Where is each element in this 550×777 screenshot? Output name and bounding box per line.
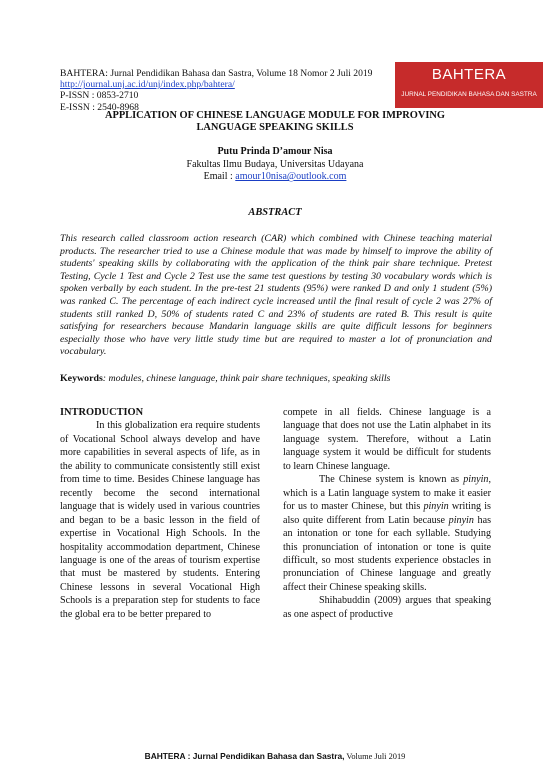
text-run: writing is also quite different from Latin because [283, 501, 491, 526]
journal-citation: BAHTERA: Jurnal Pendidikan Bahasa dan Sastra, Volume 18 Nomor 2 Juli 2019 [60, 68, 373, 79]
badge-subtitle: JURNAL PENDIDIKAN BAHASA DAN SASTRA [401, 91, 537, 98]
badge-title: BAHTERA [431, 66, 507, 83]
keywords-values: : modules, chinese language, think pair share techniques, speaking skills [102, 373, 391, 384]
title-line-2: LANGUAGE SPEAKING SKILLS [196, 122, 354, 134]
abstract-heading: ABSTRACT [248, 207, 302, 218]
author-email-link[interactable]: amour10nisa@outlook.com [235, 171, 347, 183]
pinyin-term: pinyin [448, 514, 474, 526]
journal-logo-badge [395, 62, 543, 108]
text-run: has an intonation or tone for each syllable. Studying this pronunciation of intonation or tone is quite difficult, so most students experience obstacles in pronunciation of Chinese language and greatly affect their Chinese speaking skills. [283, 514, 491, 593]
email-label: Email : [203, 171, 236, 183]
paper-title [60, 110, 490, 135]
journal-url-link[interactable]: http://journal.unj.ac.id/unj/index.php/bahtera/ [60, 79, 235, 91]
title-line-1: APPLICATION OF CHINESE LANGUAGE MODULE FOR IMPROVING [104, 110, 446, 121]
author-name: Putu Prinda D’amour Nisa [217, 146, 333, 157]
footer-journal: BAHTERA : Jurnal Pendidikan Bahasa dan Sastra, [144, 751, 345, 761]
journal-header [60, 68, 372, 113]
right-column [283, 406, 491, 621]
p-issn: P-ISSN : 0853-2710 [60, 90, 139, 102]
body-paragraph: Shihabuddin (2009) argues that speaking as one aspect of productive [283, 595, 491, 620]
pinyin-term: pinyin [463, 474, 489, 486]
body-paragraph [283, 473, 491, 594]
page-footer [0, 751, 550, 761]
section-heading: INTRODUCTION [60, 407, 144, 418]
body-paragraph: compete in all fields. Chinese language is a language that does not use the Latin alphabet in its language system. Therefore, without a Latin language system it would be difficult for students to learn Chinese language. [283, 407, 491, 472]
author-block [60, 146, 490, 184]
abstract-text: This research called classroom action research (CAR) which combined with Chinese teaching material products. The researcher tried to use a Chinese module that was made by himself to improve the ability of students' speaking skills by collaborating with the application of the think pair share technique. Pretest Testing, Cycle 1 Test and Cycle 2 Test use the same test questions by testing 30 vocabulary words which is spoken verbally by each student. In the pre-test 21 students (95%) were ranked D and only 1 student (5%) was ranked C. The percentage of each indirect cycle increased until the final result of cycle 2 was 27% of students still ranked D, 50% of students rated C and 23% of students are rated B. This result is quite satisfying for researchers because Mandarin language skills are quite difficult lessons for beginners especially those who have very little study time but are required to master a lot of pronunciation and vocabulary. [60, 233, 492, 358]
author-email-line [60, 171, 490, 184]
body-paragraph: In this globalization era require students of Vocational School always develop and have more capabilities in several aspects of life, as in the ability to communicate consistently still exist from time to time. Besides Chinese language has recently become the second international language that is widely used in various countries and began to be a basic lesson in the field of expertise in Vocational High Schools. In the hospitality accommodation department, Chinese language is one of the areas of tourism expertise that must be mastered by students. Entering Chinese lessons in several Vocational High Schools is a preparation step for students to face the global era to be better prepared to [60, 420, 260, 620]
keywords-label: Keywords [60, 373, 103, 384]
text-run: The Chinese system is known as [319, 474, 464, 486]
e-issn: E-ISSN : 2540-8968 [60, 101, 139, 113]
left-column [60, 406, 260, 621]
author-affiliation: Fakultas Ilmu Budaya, Universitas Udayana [186, 158, 364, 170]
text-run: , which is a Latin language system to make it easier for us to master Chinese, but this [283, 474, 491, 513]
footer-volume: Volume Juli 2019 [344, 752, 406, 761]
keywords-line [60, 373, 492, 384]
pinyin-term: pinyin [423, 501, 449, 513]
